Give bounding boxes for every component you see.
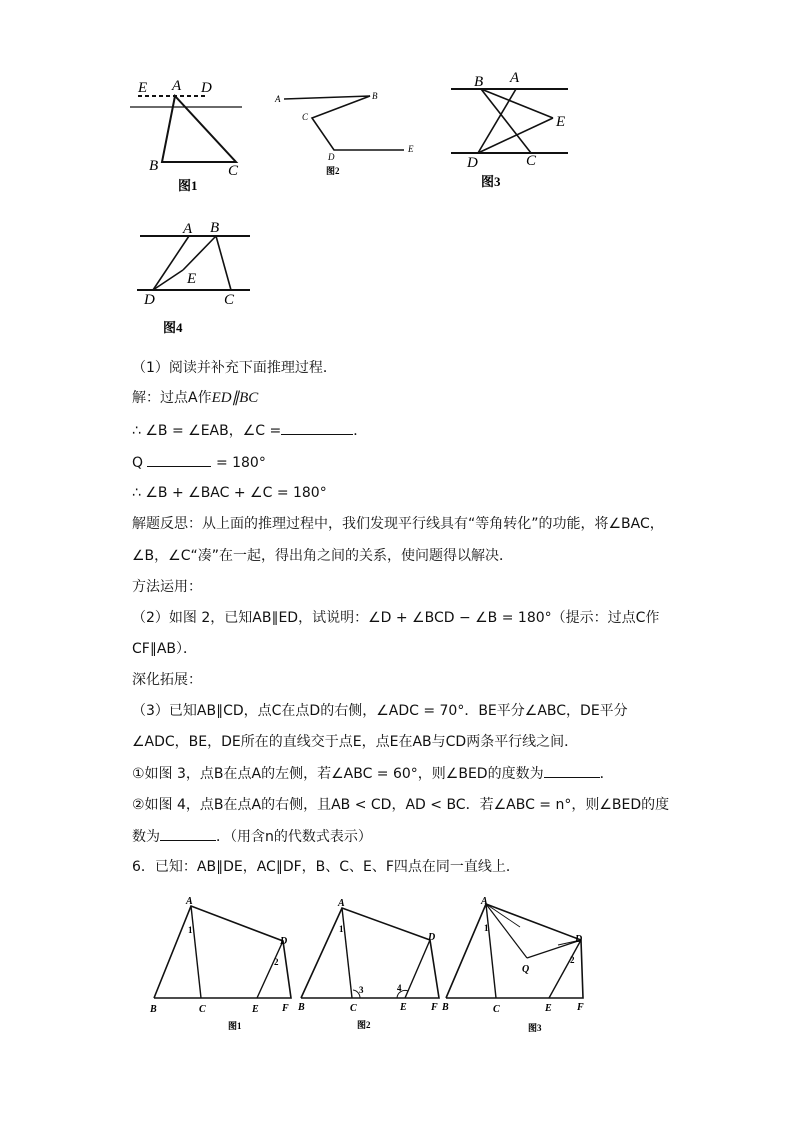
fig4-segment-ad xyxy=(153,236,189,290)
q6f3-segment-ac xyxy=(486,904,496,998)
fig4-label-d: D xyxy=(144,292,155,308)
q6f1-outline xyxy=(154,906,291,998)
solution-line-2-text: ∴ ∠B = ∠EAB，∠C = xyxy=(132,423,282,439)
fig2-label-a: A xyxy=(275,94,281,104)
answer-blank-bed-1[interactable] xyxy=(544,763,600,778)
solution-line-1-text: 解：过点A作 xyxy=(132,390,212,406)
question-2-line-2: CF∥AB）． xyxy=(132,641,198,657)
fig3-label-c: C xyxy=(526,153,537,169)
fig4-label-b: B xyxy=(210,220,220,236)
q6f2-label-e: E xyxy=(400,1002,407,1013)
q6f2-label-3: 3 xyxy=(359,985,364,995)
q6f2-label-f: F xyxy=(431,1002,438,1013)
q6f2-caption: 图2 xyxy=(357,1020,371,1030)
q6f1-segment-de xyxy=(257,941,283,998)
question-1-title: （1）阅读并补充下面推理过程． xyxy=(132,360,337,376)
fig4-caption: 图4 xyxy=(163,320,183,335)
fig2-label-e: E xyxy=(408,144,414,154)
fig3-caption: 图3 xyxy=(481,174,501,189)
reflection-line-1: 解题反思：从上面的推理过程中，我们发现平行线具有“等角转化”的功能，将∠BAC， xyxy=(132,516,664,532)
fig1-label-d: D xyxy=(201,80,212,96)
q6f1-caption: 图1 xyxy=(228,1021,242,1031)
answer-blank-angle-c[interactable] xyxy=(281,420,353,435)
q6f2-label-d: D xyxy=(428,932,436,943)
q6f2-label-1: 1 xyxy=(339,924,344,934)
fig4-segment-bc xyxy=(216,236,231,290)
q6f1-label-a: A xyxy=(186,896,193,907)
figure-1 xyxy=(128,72,248,198)
q6f3-label-2: 2 xyxy=(570,955,575,965)
fig3-label-b: B xyxy=(474,74,484,90)
q6f1-label-b: B xyxy=(150,1004,157,1015)
q6f2-outline xyxy=(301,908,439,998)
fig2-label-c: C xyxy=(302,112,309,122)
q6f1-segment-ac xyxy=(191,906,201,998)
answer-blank-bed-2[interactable] xyxy=(160,826,216,841)
q6-figure-2 xyxy=(294,895,446,1035)
solution-line-2-end: ． xyxy=(353,423,368,439)
q6f1-label-2: 2 xyxy=(274,957,279,967)
question-3-part-1 xyxy=(132,763,614,784)
q6-figure-1 xyxy=(145,895,295,1035)
q6f2-label-a: A xyxy=(338,898,345,909)
fig2-caption: 图2 xyxy=(326,166,340,176)
q6f1-label-1: 1 xyxy=(188,925,193,935)
figure-4 xyxy=(134,214,256,340)
q6f3-label-e: E xyxy=(545,1003,552,1014)
answer-blank-sum[interactable] xyxy=(147,452,211,467)
fig2-label-b: B xyxy=(372,91,378,101)
q6f2-label-b: B xyxy=(298,1002,305,1013)
q6f3-label-d: D xyxy=(575,934,583,945)
solution-line-2 xyxy=(132,420,367,441)
q6f3-label-a: A xyxy=(481,896,488,907)
extension-heading: 深化拓展： xyxy=(132,672,202,688)
fig2-path xyxy=(284,96,404,150)
figure-3 xyxy=(448,68,572,192)
fig4-label-a: A xyxy=(183,221,193,237)
figure-2 xyxy=(272,86,422,178)
solution-line-1 xyxy=(132,388,258,408)
question-3-part-2-end: ．（用含n的代数式表示） xyxy=(216,829,372,845)
fig3-label-a: A xyxy=(510,70,520,86)
question-3-line-1: （3）已知AB∥CD，点C在点D的右侧，∠ADC = 70°．BE平分∠ABC，DE平分 xyxy=(132,703,628,719)
question-2-line-1: （2）如图 2，已知AB∥ED，试说明：∠D + ∠BCD − ∠B = 180°（提示：过点C作 xyxy=(132,610,660,626)
fig1-caption: 图1 xyxy=(178,178,198,193)
question-3-part-2-line-1: ②如图 4，点B在点A的右侧，且AB < CD，AD < BC．若∠ABC = n°，则∠BED的度 xyxy=(132,797,670,813)
question-3-part-1-text: ①如图 3，点B在点A的左侧，若∠ABC = 60°，则∠BED的度数为 xyxy=(132,766,544,782)
solution-line-3-q: Q xyxy=(132,455,144,471)
q6f3-label-b: B xyxy=(442,1002,449,1013)
reflection-line-2: ∠B，∠C“凑”在一起，得出角之间的关系，使问题得以解决． xyxy=(132,548,513,564)
fig4-segment-de xyxy=(153,270,183,290)
fig1-label-b: B xyxy=(149,158,159,174)
q6f1-label-f: F xyxy=(282,1003,289,1014)
q6f3-label-f: F xyxy=(577,1002,584,1013)
fig1-label-e: E xyxy=(138,80,148,96)
q6f3-outline xyxy=(446,904,583,998)
fig3-label-e: E xyxy=(556,114,566,130)
question-3-part-2-line-2 xyxy=(132,826,372,847)
method-heading: 方法运用： xyxy=(132,579,202,595)
q6f3-label-q: Q xyxy=(522,964,530,975)
fig4-segment-be xyxy=(183,236,216,270)
question-3-part-2-text: 数为 xyxy=(132,829,160,845)
fig2-label-d: D xyxy=(328,152,335,162)
q6f1-label-c: C xyxy=(199,1004,206,1015)
fig3-label-d: D xyxy=(467,155,478,171)
q6f2-segment-de xyxy=(405,940,430,998)
question-3-part-1-end: ． xyxy=(599,766,614,782)
fig1-triangle xyxy=(162,96,236,162)
q6f1-label-e: E xyxy=(252,1004,259,1015)
q6f2-label-4: 4 xyxy=(397,983,402,993)
ed-parallel-bc: ED∥BC xyxy=(211,390,259,406)
q6-figure-3 xyxy=(440,893,592,1035)
question-6-title: 6．已知：AB∥DE，AC∥DF，B、C、E、F四点在同一直线上． xyxy=(132,859,520,875)
q6f3-label-c: C xyxy=(493,1004,500,1015)
fig4-label-c: C xyxy=(224,292,235,308)
solution-line-3-end: = 180° xyxy=(215,455,266,471)
q6f1-label-d: D xyxy=(280,936,288,947)
solution-line-4: ∴ ∠B + ∠BAC + ∠C = 180° xyxy=(132,485,327,501)
q6f3-caption: 图3 xyxy=(528,1023,542,1033)
fig1-label-a: A xyxy=(172,78,182,94)
fig1-label-c: C xyxy=(228,163,239,179)
q6f3-label-1: 1 xyxy=(484,923,489,933)
q6f2-segment-ac xyxy=(342,908,352,998)
q6f2-label-c: C xyxy=(350,1003,357,1014)
fig4-label-e: E xyxy=(187,271,197,287)
question-3-line-2: ∠ADC，BE，DE所在的直线交于点E，点E在AB与CD两条平行线之间． xyxy=(132,734,579,750)
solution-line-3 xyxy=(132,452,266,473)
